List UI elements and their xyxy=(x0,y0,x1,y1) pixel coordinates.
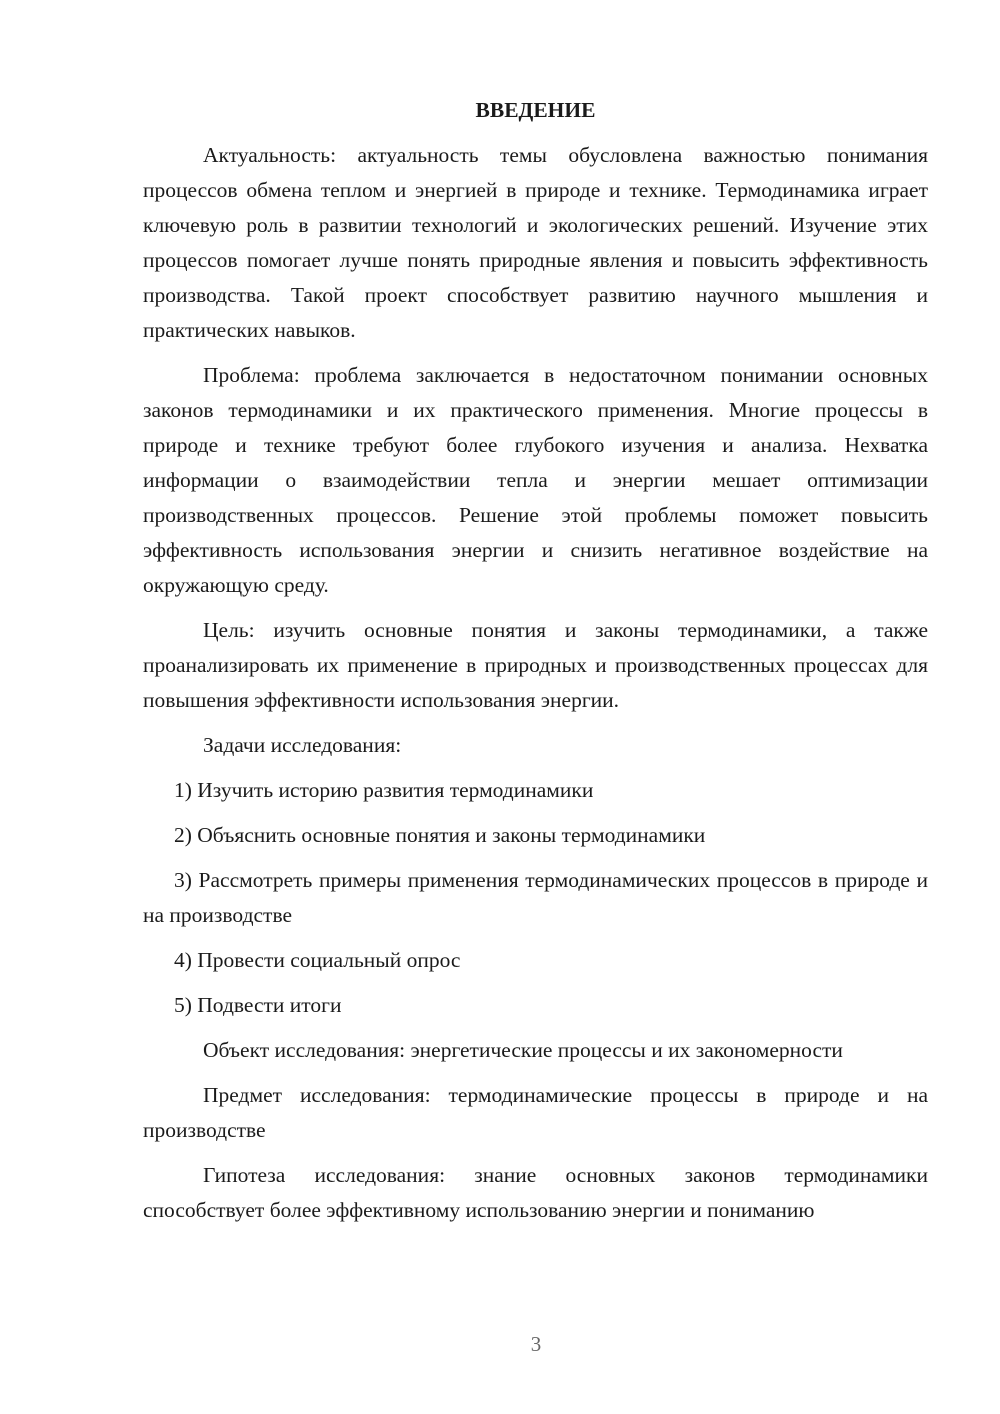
list-item: 5) Подвести итоги xyxy=(174,993,342,1017)
subject-paragraph: Предмет исследования: термодинамические процессы в природе и на производстве xyxy=(143,1083,928,1142)
page-number: 3 xyxy=(530,1332,542,1356)
relevance-paragraph: Актуальность: актуальность темы обусловлена важностью понимания процессов обмена теплом и энергией в природе и технике. Термодинамика играет ключевую роль в развитии технологий и экологических решений. Изучение этих процессов помогает лучше понять природные явления и повысить эффективность производства. Такой проект способствует развитию научного мышления и практических навыков. xyxy=(143,143,928,342)
list-item: 3) Рассмотреть примеры применения термодинамических процессов в природе и на производстве xyxy=(143,868,928,927)
object-paragraph: Объект исследования: энергетические процессы и их закономерности xyxy=(203,1038,843,1062)
tasks-title: Задачи исследования: xyxy=(203,733,402,757)
list-item: 4) Провести социальный опрос xyxy=(174,948,461,972)
tasks-list xyxy=(143,773,928,1023)
goal-paragraph: Цель: изучить основные понятия и законы термодинамики, а также проанализировать их применение в природных и производственных процессах для повышения эффективности использования энергии. xyxy=(143,618,928,712)
document-page xyxy=(143,92,928,1238)
list-item: 1) Изучить историю развития термодинамики xyxy=(174,778,594,802)
section-heading: ВВЕДЕНИЕ xyxy=(475,98,596,122)
hypothesis-paragraph: Гипотеза исследования: знание основных законов термодинамики способствует более эффективному использованию энергии и пониманию xyxy=(143,1163,928,1222)
problem-paragraph: Проблема: проблема заключается в недостаточном понимании основных законов термодинамики и их практического применения. Многие процессы в природе и технике требуют более глубокого изучения и анализа. Нехватка информации о взаимодействии тепла и энергии мешает оптимизации производственных процессов. Решение этой проблемы поможет повысить эффективность использования энергии и снизить негативное воздействие на окружающую среду. xyxy=(143,363,928,597)
list-item: 2) Объяснить основные понятия и законы термодинамики xyxy=(174,823,706,847)
